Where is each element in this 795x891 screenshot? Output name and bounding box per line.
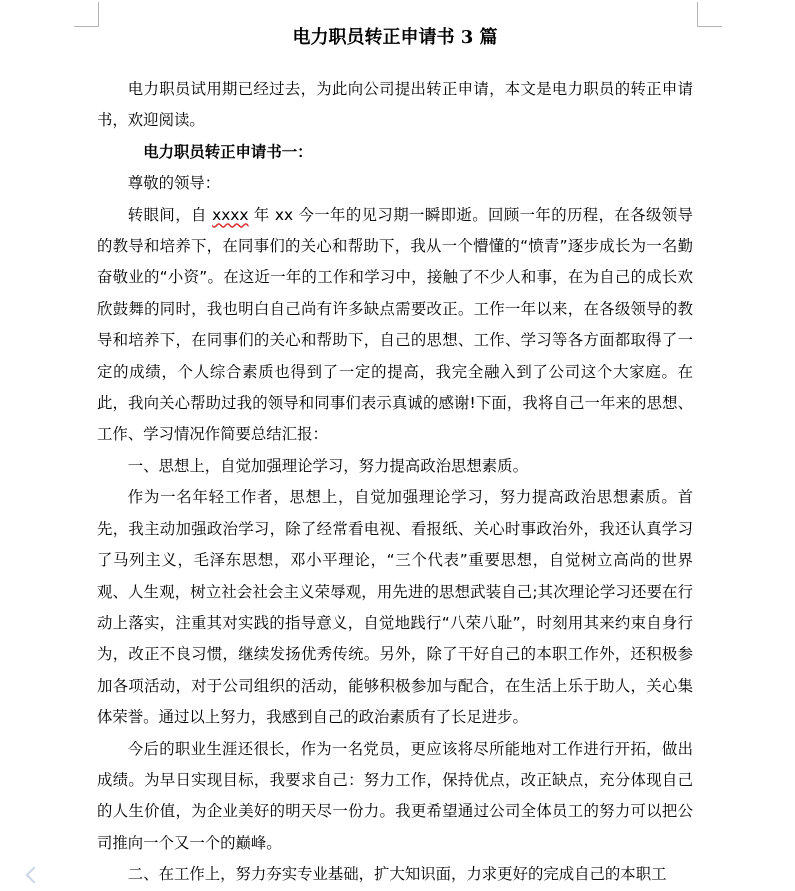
spellcheck-flagged-word[interactable]: xxxx (212, 205, 249, 224)
subheading-thought: 一、思想上，自觉加强理论学习，努力提高政治思想素质。 (127, 456, 528, 475)
paragraph-text: 年 xx 今一年的见习期一瞬即逝。回顾一年的历程，在各级领导的教导和培养下，在同事们的关心和帮助下，我从一个懵懂的“愤青”逐步成长为一名勤奋敬业的“小资”。在这近一年的工作和学习中，接触了不少人和事，在为自己的成长欢欣鼓舞的同时，我也明白自己尚有许多缺点需要改正。工作一年以来，在各级领导的教导和培养下，在同事们的关心和帮助下，自己的思想、工作、学习等各方面都取得了一定的成绩，个人综合素质也得到了一定的提高，我完全融入到了公司这个大家庭。在此，我向关心帮助过我的领导和同事们表示真诚的感谢!下面，我将自己一年来的思想、工作、学习情况作简要总结汇报： (97, 205, 693, 444)
body-paragraph-3: 今后的职业生涯还很长，作为一名党员，更应该将尽所能地对工作进行开拓，做出成绩。为早日实现目标，我要求自己：努力工作，保持优点，改正缺点，充分体现自己的人生价值，为企业美好的明天尽一份力。我更希望通过公司全体员工的努力可以把公司推向一个又一个的巅峰。 (97, 739, 693, 852)
bookmark-icon (26, 867, 43, 884)
salutation: 尊敬的领导： (127, 174, 221, 193)
document-page (97, 18, 693, 891)
body-paragraph-1 (97, 200, 693, 451)
section-heading: 电力职员转正申请书一： (143, 142, 313, 161)
intro-paragraph: 电力职员试用期已经过去，为此向公司提出转正申请，本文是电力职员的转正申请书，欢迎阅读。 (97, 80, 693, 130)
page-corner-mark-top-left (74, 2, 99, 27)
body-paragraph-2: 作为一名年轻工作者，思想上，自觉加强理论学习，努力提高政治思想素质。首先，我主动加强政治学习，除了经常看电视、看报纸、关心时事政治外，我还认真学习了马列主义，毛泽东思想，邓小平理论，“三个代表”重要思想，自觉树立高尚的世界观、人生观，树立社会社会主义荣辱观，用先进的思想武装自己;其次理论学习还要在行动上落实，注重其对实践的指导意义，自觉地践行“八荣八耻”，时刻用其来约束自身行为，改正不良习惯，继续发扬优秀传统。另外，除了干好自己的本职工作外，还积极参加各项活动，对于公司组织的活动，能够积极参加与配合，在生活上乐于助人，关心集体荣誉。通过以上努力，我感到自己的政治素质有了长足进步。 (97, 488, 693, 727)
subheading-work: 二、在工作上，努力夯实专业基础，扩大知识面，力求更好的完成自己的本职工 (127, 865, 667, 884)
page-corner-mark-top-right (697, 2, 722, 27)
document-title: 电力职员转正申请书 3 篇 (292, 27, 498, 48)
paragraph-text: 转眼间，自 (127, 205, 213, 224)
